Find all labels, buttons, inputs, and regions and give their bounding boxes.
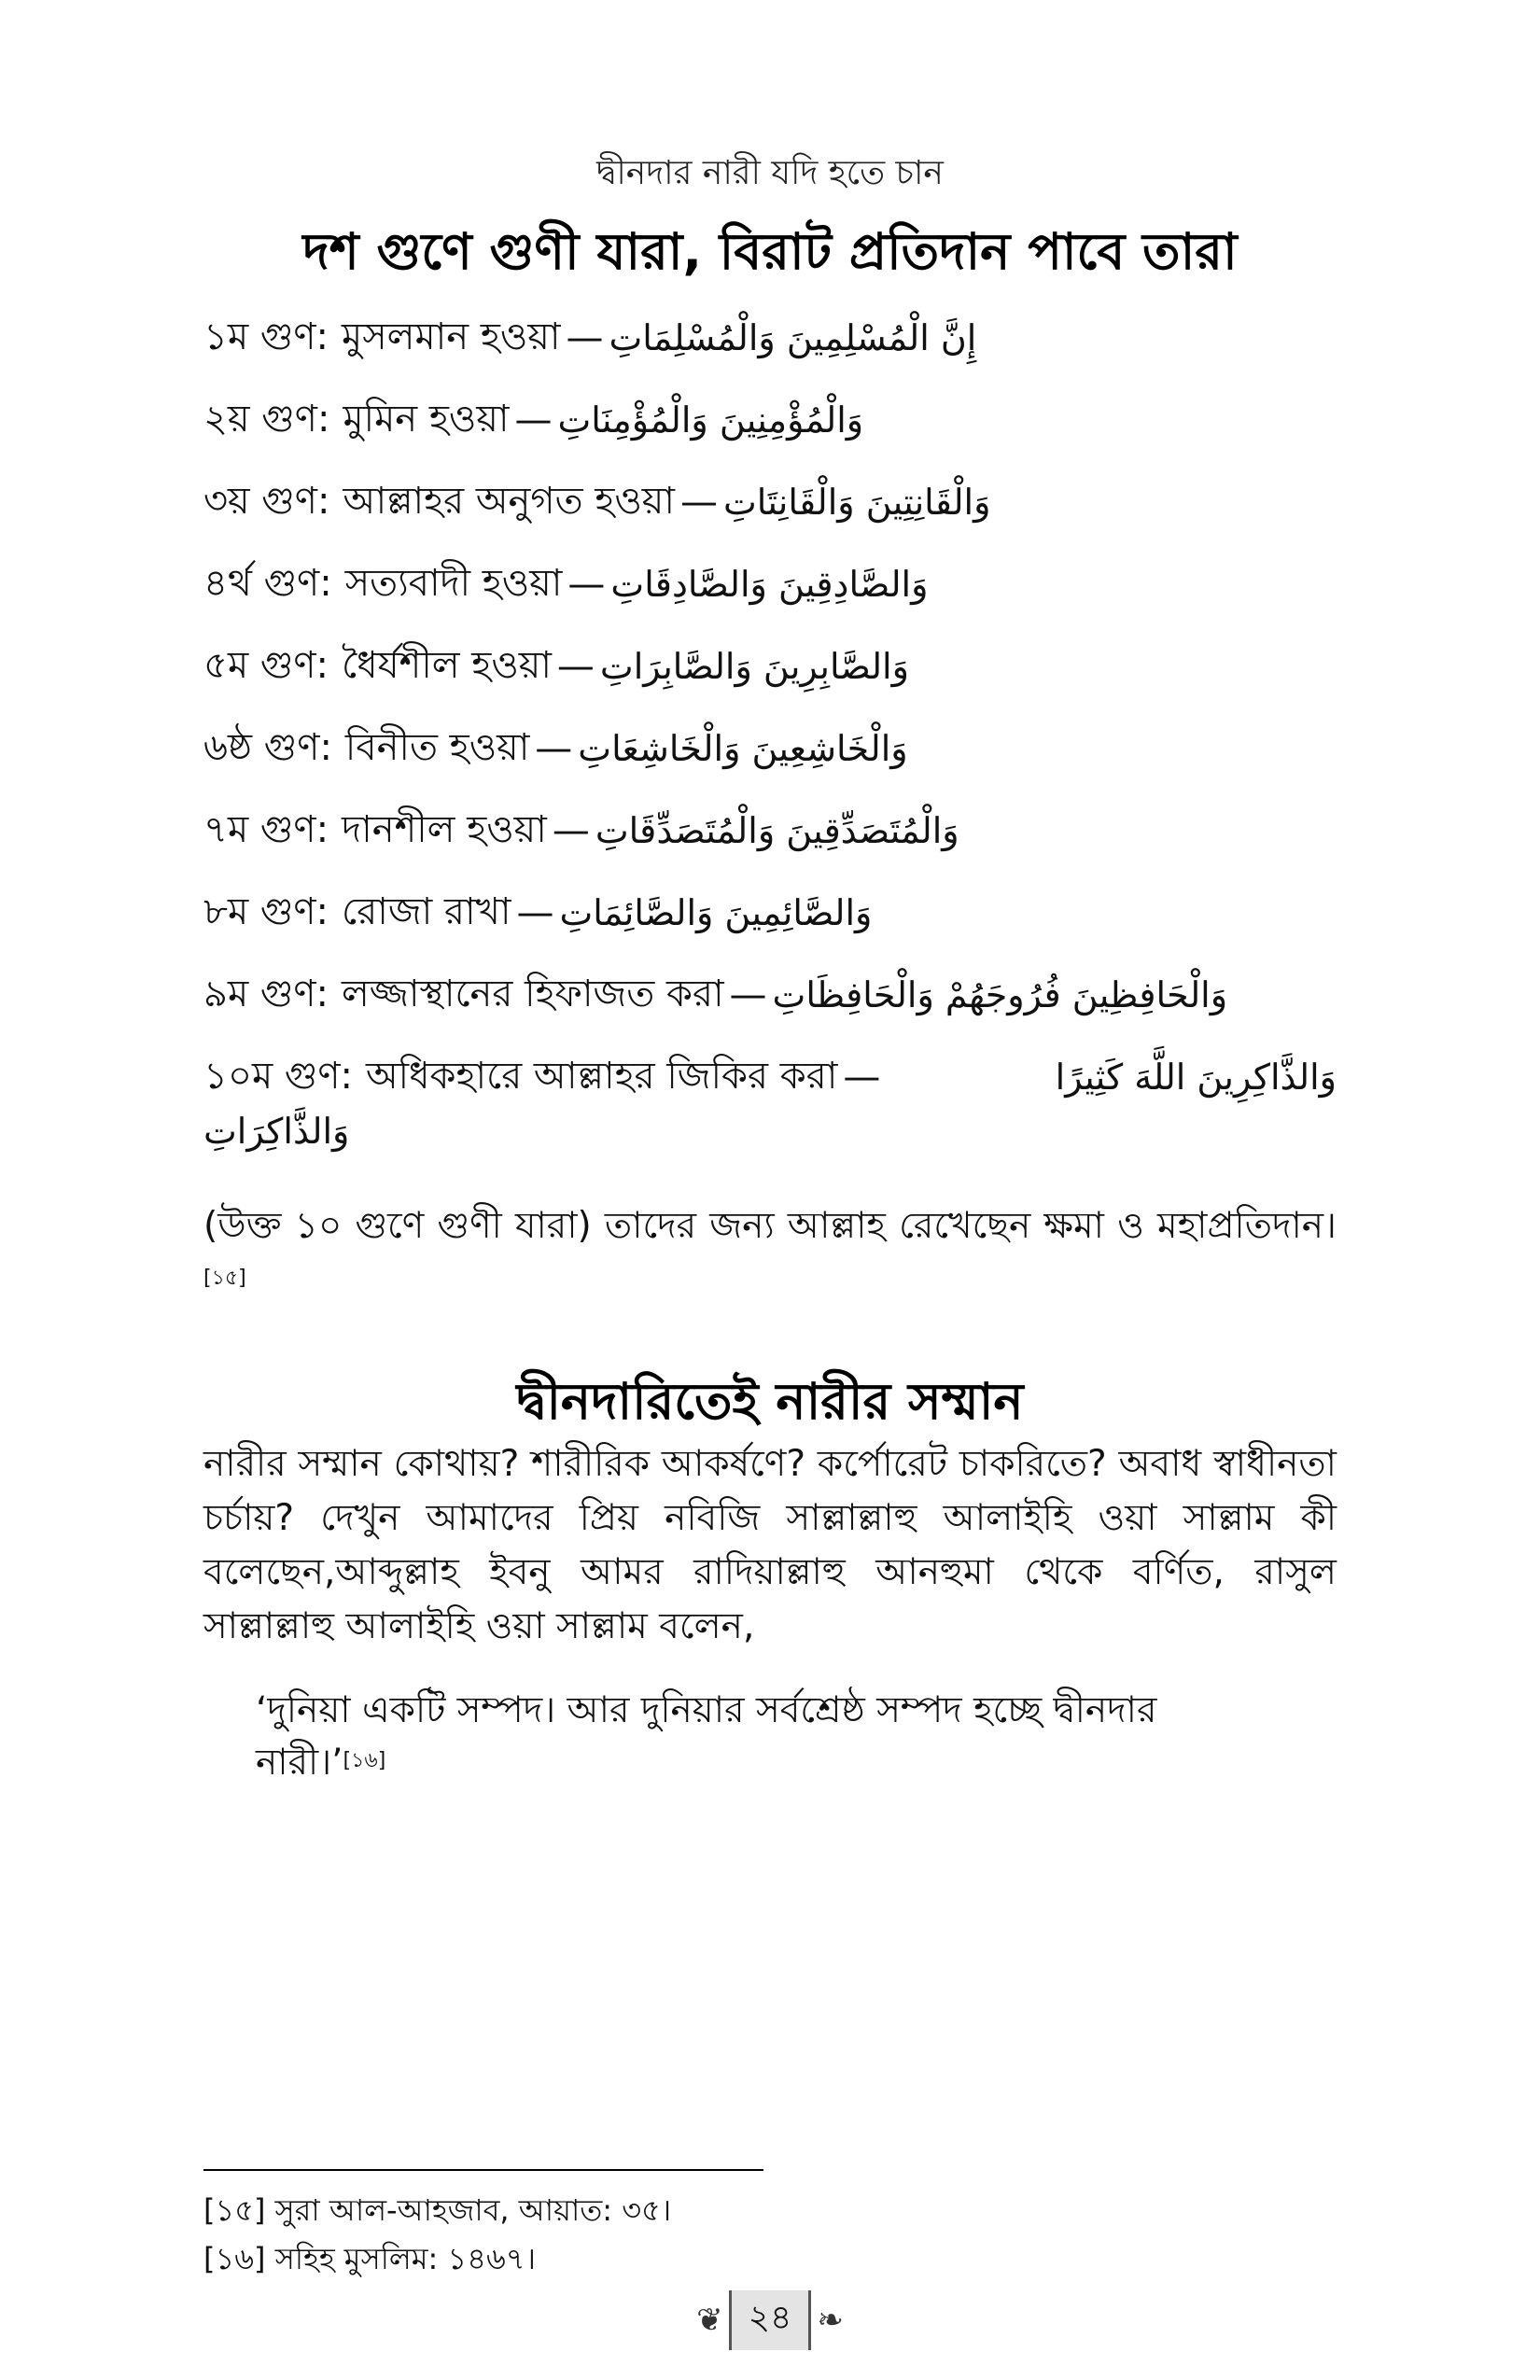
- running-header: দ্বীনদার নারী যদি হতে চান: [596, 154, 944, 192]
- quality-label: ৩য় গুণ:: [203, 479, 330, 523]
- quality-arabic: وَالصَّائِمِينَ وَالصَّائِمَاتِ: [559, 892, 873, 933]
- footnotes: [203, 2186, 671, 2283]
- quality-item: [203, 872, 1337, 954]
- em-dash: —: [679, 481, 718, 524]
- ornament-right-icon: ❧: [817, 2302, 844, 2339]
- em-dash: —: [514, 399, 553, 441]
- footnote-divider: [203, 2169, 763, 2171]
- footnote-ref[interactable]: [১৬]: [343, 1749, 386, 1772]
- qualities-list: [203, 297, 1337, 1118]
- em-dash: —: [556, 645, 595, 688]
- quality-label: ৪র্থ গুণ:: [203, 561, 332, 605]
- quality-description: বিনীত হওয়া: [344, 725, 530, 769]
- quality-label: ৬ষ্ঠ গুণ:: [203, 725, 332, 769]
- page-number-area: [0, 2290, 1540, 2350]
- summary-paragraph: [203, 1199, 1337, 1308]
- quality-description: লজ্জাস্থানের হিফাজত করা: [342, 972, 724, 1015]
- em-dash: —: [516, 891, 554, 934]
- quality-item: [203, 543, 1337, 625]
- footnote-item: [১৫] সুরা আল-আহজাব, আয়াত: ৩৫।: [203, 2192, 672, 2228]
- quality-description: দানশীল হওয়া: [342, 807, 547, 851]
- quality-arabic: وَالْمُتَصَدِّقِينَ وَالْمُتَصَدِّقَاتِ: [595, 810, 959, 851]
- quality-label: ১ম গুণ:: [203, 315, 329, 358]
- quality-item: [203, 1036, 1337, 1118]
- quality-item: [203, 790, 1337, 872]
- quality-item: [203, 625, 1337, 707]
- quality-arabic: وَالْقَانِتِينَ وَالْقَانِتَاتِ: [722, 482, 991, 523]
- em-dash: —: [843, 1056, 881, 1099]
- quality-arabic: وَالْمُؤْمِنِينَ وَالْمُؤْمِنَاتِ: [557, 399, 864, 441]
- quality-description: আল্লাহর অনুগত হওয়া: [343, 479, 675, 523]
- em-dash: —: [729, 973, 767, 1016]
- em-dash: —: [552, 809, 590, 852]
- quality-description: মুসলমান হওয়া: [342, 315, 561, 358]
- footnote-item: [১৬] সহিহ মুসলিম: ১৪৬৭।: [203, 2241, 537, 2276]
- quality-item: [203, 297, 1337, 379]
- intro-paragraph: নারীর সম্মান কোথায়? শারীরিক আকর্ষণে? কর্পোরেট চাকরিতে? অবাধ স্বাধীনতা চর্চায়? দেখুন আমাদের প্রিয় নবিজি সাল্লাল্লাহু আলাইহি ওয়া সাল্লাম কী বলেছেন,আব্দুল্লাহ ইবনু আমর রাদিয়াল্লাহু আনহুমা থেকে বর্ণিত, রাসুল সাল্লাল্লাহু আলাইহি ওয়া সাল্লাম বলেন,: [203, 1443, 1337, 1647]
- quote-text: ‘দুনিয়া একটি সম্পদ। আর দুনিয়ার সর্বশ্রেষ্ঠ সম্পদ হচ্ছে দ্বীনদার নারী।’: [256, 1689, 1157, 1784]
- arabic-continuation: وَالذَّاكِرَاتِ: [203, 1111, 350, 1152]
- quality-label: ৯ম গুণ:: [203, 972, 329, 1015]
- section-title-ten-qualities: দশ গুণে গুণী যারা, বিরাট প্রতিদান পাবে তারা: [302, 222, 1238, 281]
- quality-label: ৭ম গুণ:: [203, 807, 329, 851]
- quality-arabic: وَالصَّابِرِينَ وَالصَّابِرَاتِ: [599, 646, 909, 687]
- em-dash: —: [535, 727, 573, 770]
- ornament-left-icon: ❦: [696, 2302, 723, 2339]
- quality-arabic: وَالْحَافِظِينَ فُرُوجَهُمْ وَالْحَافِظَاتِ: [772, 974, 1228, 1015]
- quality-arabic: إِنَّ الْمُسْلِمِينَ وَالْمُسْلِمَاتِ: [609, 317, 977, 358]
- quality-description: অধিকহারে আল্লাহর জিকির করা: [366, 1054, 838, 1098]
- quality-label: ২য় গুণ:: [203, 397, 330, 441]
- quality-item: [203, 379, 1337, 461]
- quality-description: ধৈর্যশীল হওয়া: [342, 643, 552, 687]
- quality-description: রোজা রাখা: [342, 889, 511, 933]
- section-title-honor: দ্বীনদারিতেই নারীর সম্মান: [516, 1372, 1024, 1431]
- quality-item: [203, 954, 1337, 1036]
- summary-text: (উক্ত ১০ গুণে গুণী যারা) তাদের জন্য আল্লাহ রেখেছেন ক্ষমা ও মহাপ্রতিদান।: [203, 1205, 1337, 1247]
- em-dash: —: [566, 316, 604, 359]
- quality-label: ৮ম গুণ:: [203, 889, 329, 933]
- hadith-quote: [256, 1685, 1273, 1789]
- quality-label: ১০ম গুণ:: [203, 1054, 354, 1098]
- em-dash: —: [567, 563, 606, 606]
- quality-label: ৫ম গুণ:: [203, 643, 329, 687]
- quality-item: [203, 461, 1337, 543]
- quality-description: সত্যবাদী হওয়া: [344, 561, 563, 605]
- quality-left-group: [203, 1046, 886, 1109]
- quality-item: [203, 707, 1337, 790]
- page-number: ২৪: [729, 2290, 812, 2350]
- quality-arabic: وَالْخَاشِعِينَ وَالْخَاشِعَاتِ: [578, 728, 908, 769]
- quality-arabic: وَالصَّادِقِينَ وَالصَّادِقَاتِ: [610, 564, 929, 605]
- footnote-ref[interactable]: [১৫]: [203, 1267, 246, 1290]
- quality-description: মুমিন হওয়া: [343, 397, 510, 441]
- quality-arabic: وَالذَّاكِرِينَ اللَّهَ كَثِيرًا: [1055, 1057, 1337, 1098]
